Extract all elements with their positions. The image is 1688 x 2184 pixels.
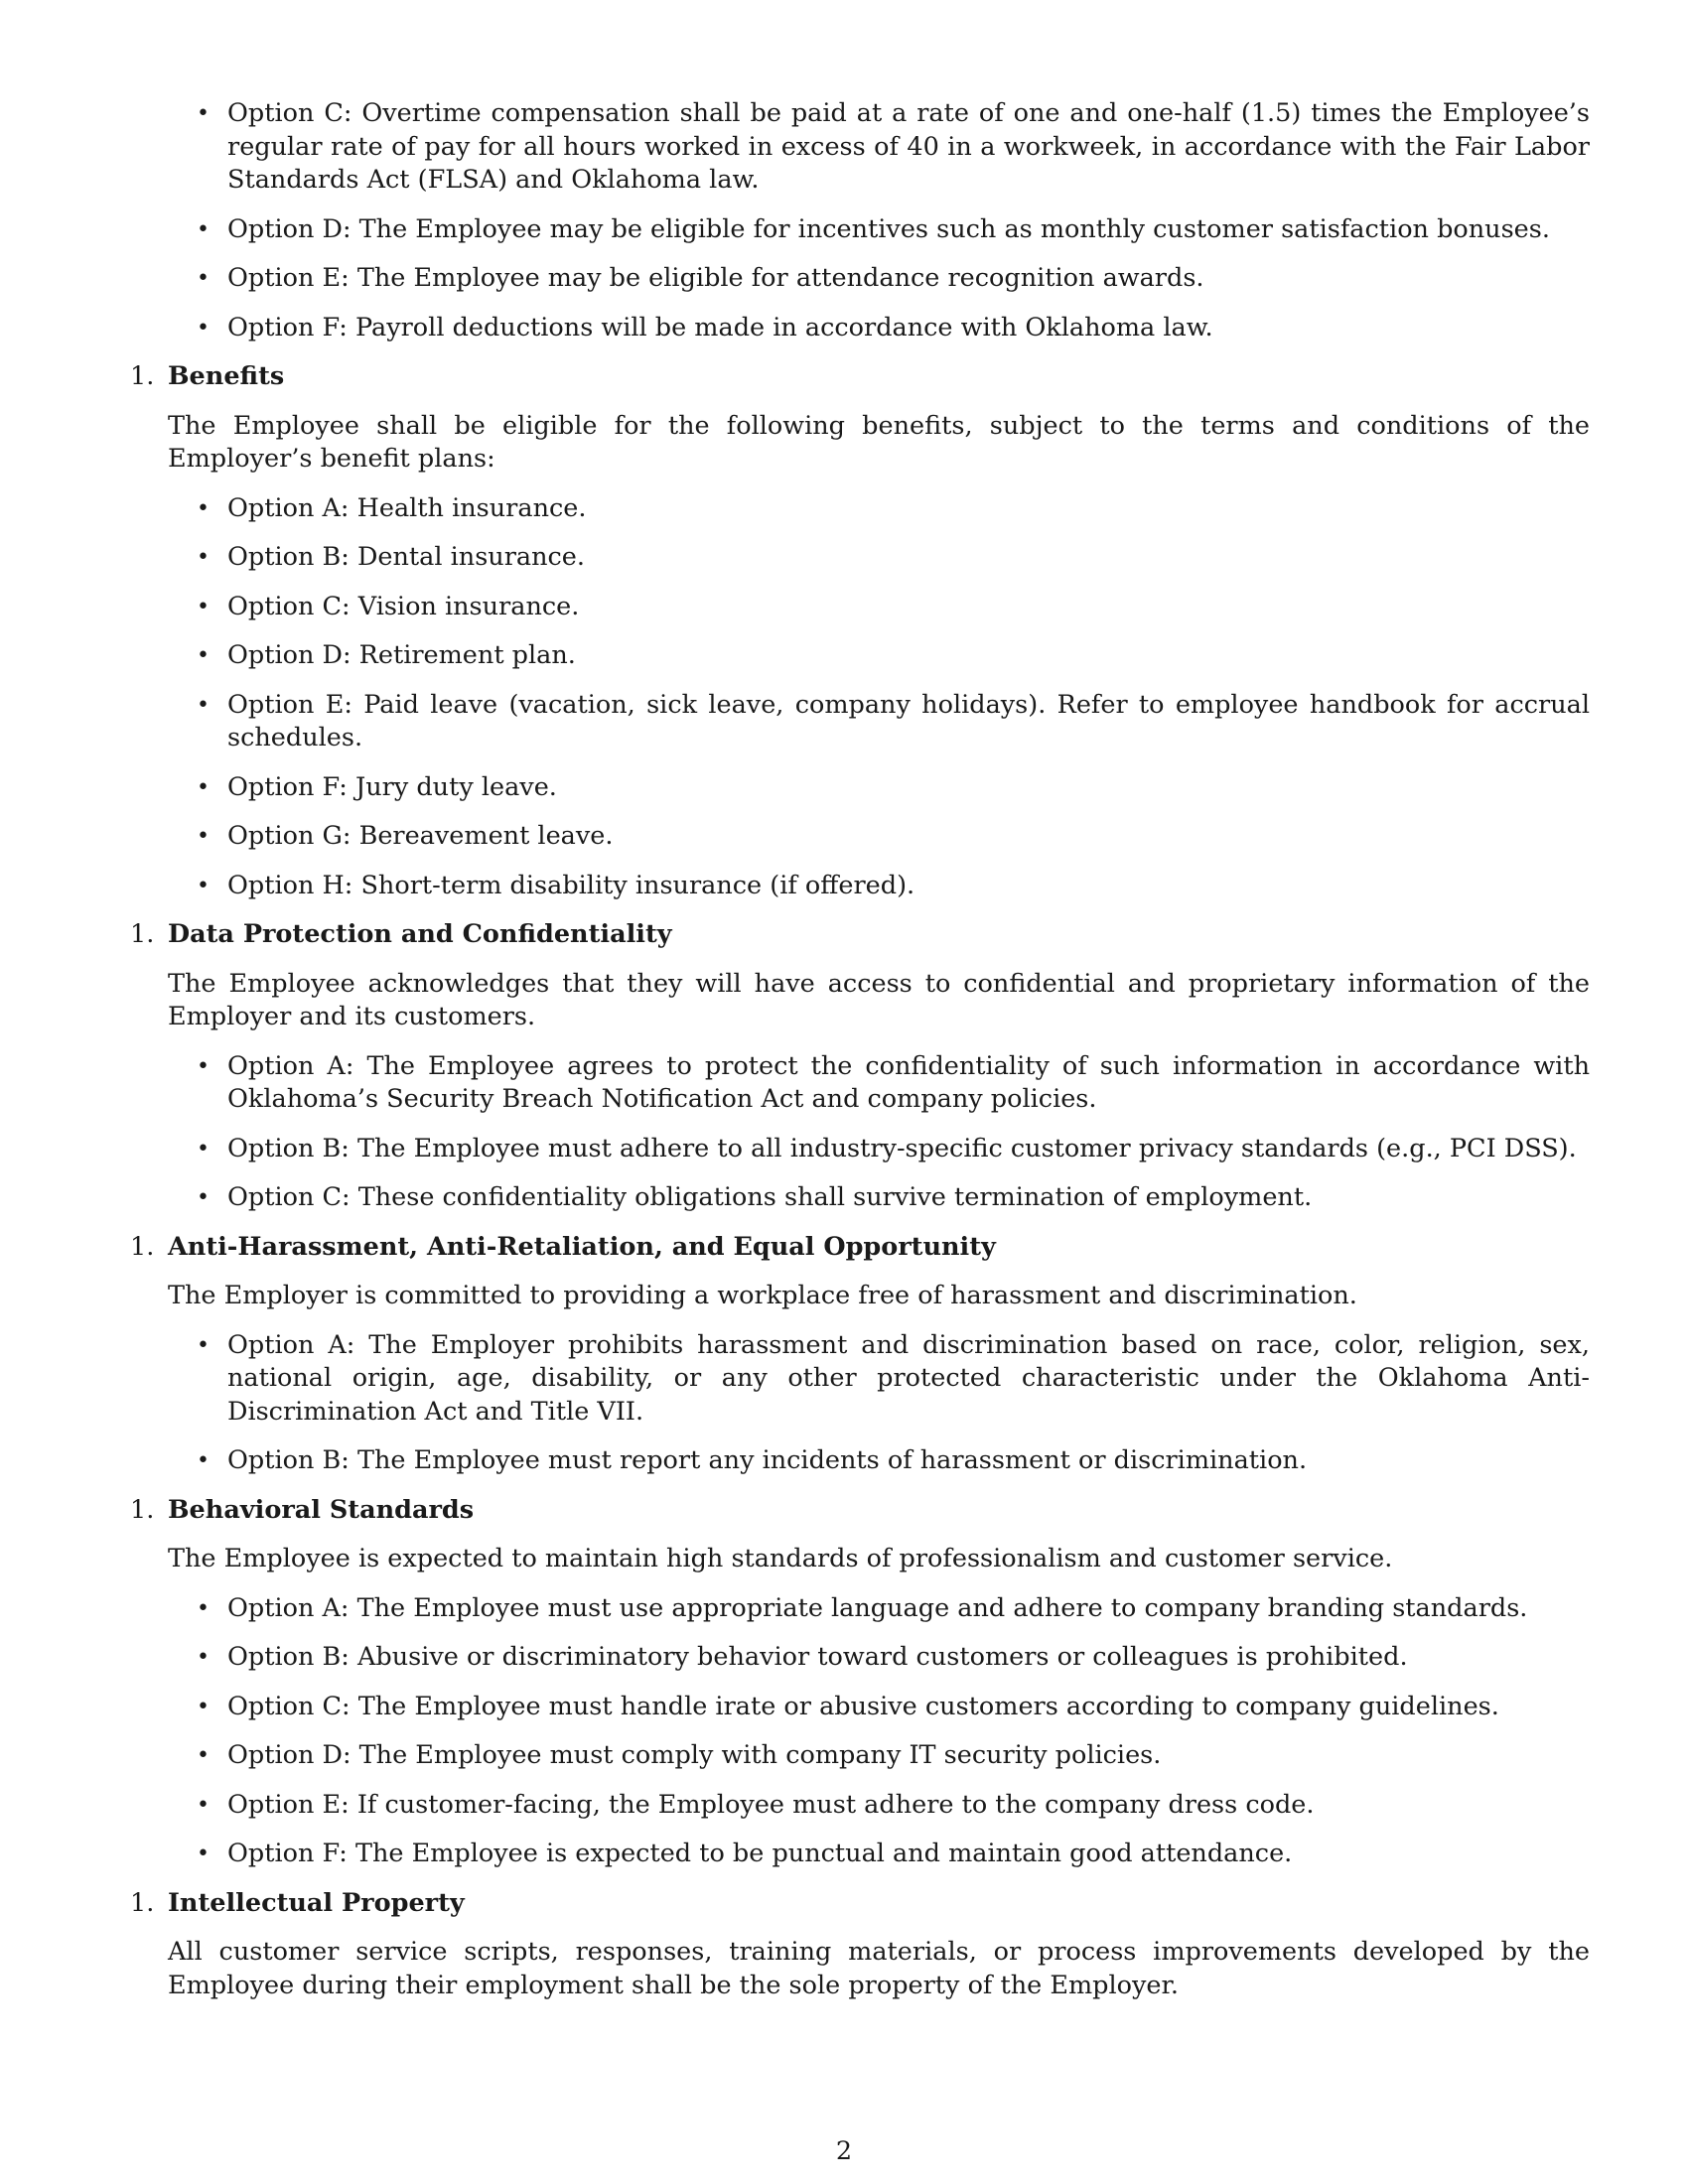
option-text: Option C: These confidentiality obligations shall survive termination of employment. <box>227 1182 1313 1212</box>
section-number: 1. <box>130 361 155 391</box>
option-item <box>130 771 1590 805</box>
section-heading <box>130 360 1590 394</box>
option-item <box>130 1789 1590 1823</box>
option-item <box>130 1739 1590 1773</box>
bullet-icon: • <box>197 594 210 619</box>
option-text: Option A: The Employee agrees to protect the confidentiality of such information in accordance with Oklahoma’s Security Breach Notification Act and company policies. <box>227 1050 1590 1114</box>
section-heading <box>130 918 1590 952</box>
bullet-icon: • <box>197 1448 210 1473</box>
section-title: Behavioral Standards <box>168 1494 475 1525</box>
option-item <box>130 689 1590 755</box>
option-item <box>130 1050 1590 1117</box>
options-list <box>130 1329 1590 1478</box>
bullet-icon: • <box>197 101 210 126</box>
options-list <box>130 1592 1590 1871</box>
option-text: Option A: The Employee must use appropriate language and adhere to company branding standards. <box>227 1592 1528 1623</box>
section-intro: The Employee acknowledges that they will have access to confidential and proprietary information of the Employer and its customers. <box>168 968 1590 1031</box>
option-text: Option B: Dental insurance. <box>227 542 586 572</box>
section-title: Intellectual Property <box>168 1887 465 1918</box>
option-item <box>130 541 1590 575</box>
section <box>130 1887 1590 2003</box>
section <box>130 360 1590 902</box>
option-item <box>130 492 1590 526</box>
section-number: 1. <box>130 1494 155 1525</box>
option-text: Option C: The Employee must handle irate or abusive customers according to company guidelines. <box>227 1691 1499 1721</box>
option-text: Option F: Payroll deductions will be made in accordance with Oklahoma law. <box>227 312 1213 342</box>
section <box>130 1494 1590 1871</box>
section-number: 1. <box>130 1887 155 1918</box>
option-item <box>130 312 1590 345</box>
section-intro: The Employee is expected to maintain high standards of professionalism and customer service. <box>168 1544 1393 1573</box>
option-text: Option H: Short-term disability insurance (if offered). <box>227 870 915 900</box>
option-item <box>130 213 1590 247</box>
bullet-icon: • <box>197 1595 210 1621</box>
bullet-icon: • <box>197 1332 210 1358</box>
section <box>130 918 1590 1215</box>
option-item <box>130 820 1590 854</box>
option-item <box>130 639 1590 673</box>
option-item <box>130 1329 1590 1430</box>
option-item <box>130 262 1590 296</box>
option-text: Option B: The Employee must adhere to all industry-specific customer privacy standards (e.g., PCI DSS). <box>227 1133 1577 1163</box>
option-item <box>130 1133 1590 1166</box>
option-text: Option E: The Employee may be eligible for attendance recognition awards. <box>227 263 1204 293</box>
option-text: Option C: Vision insurance. <box>227 591 580 621</box>
section-intro: The Employee shall be eligible for the following benefits, subject to the terms and conditions of the Employer’s benefit plans: <box>168 410 1590 474</box>
bullet-icon: • <box>197 774 210 800</box>
section-number: 1. <box>130 1231 155 1262</box>
bullet-icon: • <box>197 1743 210 1768</box>
section-heading <box>130 1494 1590 1528</box>
section-intro: All customer service scripts, responses, training materials, or process improvements developed by the Employee during their employment shall be the sole property of the Employer. <box>168 1937 1590 2000</box>
section-title: Data Protection and Confidentiality <box>168 919 672 949</box>
bullet-icon: • <box>197 824 210 849</box>
option-text: Option B: The Employee must report any incidents of harassment or discrimination. <box>227 1445 1308 1475</box>
page-number: 2 <box>835 2136 853 2166</box>
option-item <box>130 1641 1590 1675</box>
option-text: Option C: Overtime compensation shall be paid at a rate of one and one-half (1.5) times the Employee’s regular rate of pay for all hours worked in excess of 40 in a workweek, in accordance with the Fair Labor Standards Act (FLSA) and Oklahoma law. <box>227 98 1590 195</box>
bullet-icon: • <box>197 545 210 570</box>
option-item <box>130 591 1590 624</box>
section-intro: The Employer is committed to providing a workplace free of harassment and discrimination. <box>168 1281 1357 1310</box>
bullet-icon: • <box>197 692 210 718</box>
option-item <box>130 1181 1590 1215</box>
option-text: Option D: Retirement plan. <box>227 640 576 670</box>
options-list <box>130 492 1590 903</box>
option-text: Option B: Abusive or discriminatory behavior toward customers or colleagues is prohibited. <box>227 1642 1408 1672</box>
option-item <box>130 1444 1590 1478</box>
bullet-icon: • <box>197 873 210 898</box>
option-item <box>130 1592 1590 1626</box>
bullet-icon: • <box>197 1645 210 1670</box>
option-item <box>130 1838 1590 1871</box>
section-number: 1. <box>130 919 155 949</box>
option-text: Option G: Bereavement leave. <box>227 821 614 851</box>
option-item <box>130 870 1590 903</box>
sections-container <box>130 360 1590 2002</box>
option-text: Option E: Paid leave (vacation, sick leave, company holidays). Refer to employee handbook for accrual schedules. <box>227 689 1590 752</box>
bullet-icon: • <box>197 1694 210 1719</box>
section-heading <box>130 1231 1590 1265</box>
options-list <box>130 1050 1590 1215</box>
page-content <box>130 97 1590 2018</box>
option-text: Option E: If customer-facing, the Employee must adhere to the company dress code. <box>227 1789 1315 1820</box>
bullet-icon: • <box>197 1842 210 1866</box>
section <box>130 1231 1590 1478</box>
section-title: Benefits <box>168 361 285 391</box>
option-text: Option A: The Employer prohibits harassment and discrimination based on race, color, religion, sex, national origin, age, disability, or any other protected characteristic under the Oklahoma Anti-Discrimination Act and Title VII. <box>227 1329 1590 1427</box>
section-heading <box>130 1887 1590 1921</box>
option-text: Option F: The Employee is expected to be punctual and maintain good attendance. <box>227 1839 1293 1868</box>
option-text: Option F: Jury duty leave. <box>227 771 557 802</box>
bullet-icon: • <box>197 315 210 341</box>
bullet-icon: • <box>197 643 210 668</box>
bullet-icon: • <box>197 1136 210 1161</box>
section-title: Anti-Harassment, Anti-Retaliation, and Equal Opportunity <box>168 1231 996 1262</box>
bullet-icon: • <box>197 495 210 521</box>
option-text: Option D: The Employee may be eligible for incentives such as monthly customer satisfaction bonuses. <box>227 213 1550 244</box>
option-text: Option D: The Employee must comply with company IT security policies. <box>227 1740 1162 1770</box>
option-item <box>130 1691 1590 1724</box>
lead-options-list <box>130 97 1590 344</box>
option-text: Option A: Health insurance. <box>227 492 587 523</box>
option-item <box>130 97 1590 198</box>
bullet-icon: • <box>197 1053 210 1079</box>
bullet-icon: • <box>197 1792 210 1818</box>
bullet-icon: • <box>197 216 210 242</box>
bullet-icon: • <box>197 1185 210 1210</box>
bullet-icon: • <box>197 266 210 291</box>
